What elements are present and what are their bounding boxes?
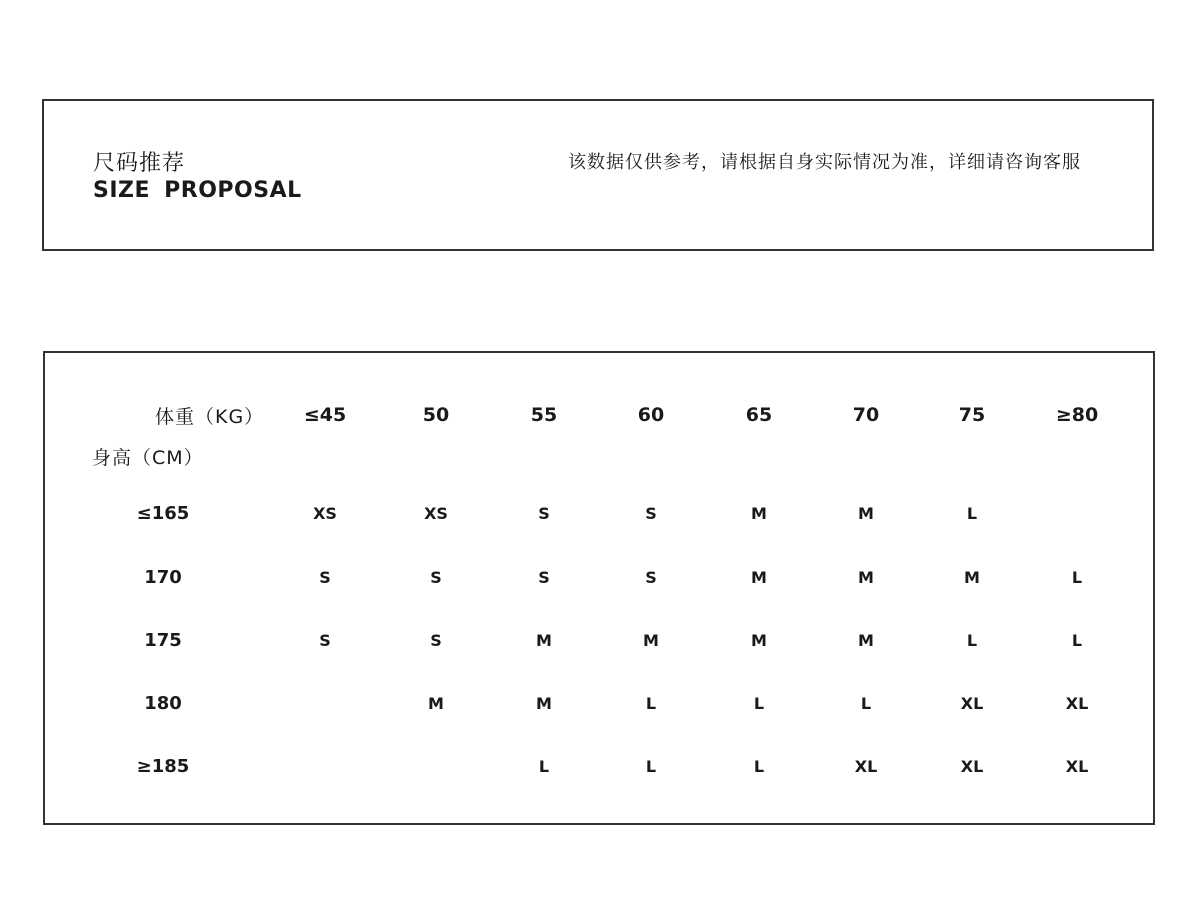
size-cell: S: [538, 504, 550, 523]
size-cell: M: [858, 568, 874, 587]
size-cell: XL: [960, 757, 984, 776]
size-cell: S: [645, 504, 657, 523]
title-english: SIZE PROPOSAL: [93, 178, 302, 203]
size-cell: M: [751, 568, 767, 587]
height-row-label: 180: [144, 693, 182, 714]
height-row-label: 170: [144, 567, 182, 588]
disclaimer-note: 该数据仅供参考，请根据自身实际情况为准，详细请咨询客服: [568, 152, 1081, 173]
size-cell: XL: [960, 694, 984, 713]
height-axis-label: 身高（CM）: [92, 447, 204, 469]
weight-column-header: 75: [958, 404, 986, 426]
weight-column-header: 55: [530, 404, 558, 426]
size-cell: XS: [313, 504, 337, 523]
weight-column-header: 50: [422, 404, 450, 426]
size-cell: S: [430, 631, 442, 650]
size-cell: L: [966, 631, 978, 650]
size-cell: L: [753, 757, 765, 776]
size-cell: M: [428, 694, 444, 713]
size-cell: M: [858, 631, 874, 650]
size-cell: S: [645, 568, 657, 587]
size-cell: L: [1071, 631, 1083, 650]
size-cell: S: [319, 631, 331, 650]
size-cell: XL: [1065, 694, 1089, 713]
size-cell: L: [538, 757, 550, 776]
size-cell: S: [430, 568, 442, 587]
size-cell: S: [319, 568, 331, 587]
weight-column-header: 65: [745, 404, 773, 426]
weight-axis-label: 体重（KG）: [155, 406, 265, 428]
size-cell: M: [751, 631, 767, 650]
size-cell: M: [751, 504, 767, 523]
size-cell: XS: [424, 504, 448, 523]
size-cell: L: [860, 694, 872, 713]
height-row-label: 175: [144, 630, 182, 651]
size-cell: XL: [854, 757, 878, 776]
size-cell: M: [964, 568, 980, 587]
weight-column-header: 60: [637, 404, 665, 426]
size-cell: M: [643, 631, 659, 650]
size-cell: L: [1071, 568, 1083, 587]
weight-column-header: ≥80: [1055, 404, 1099, 426]
size-cell: L: [645, 757, 657, 776]
size-cell: M: [536, 694, 552, 713]
weight-column-header: ≤45: [303, 404, 347, 426]
height-row-label: ≤165: [136, 503, 190, 524]
size-cell: M: [858, 504, 874, 523]
size-cell: L: [645, 694, 657, 713]
size-cell: M: [536, 631, 552, 650]
weight-column-header: 70: [852, 404, 880, 426]
title-chinese: 尺码推荐: [93, 151, 186, 176]
size-cell: L: [753, 694, 765, 713]
height-row-label: ≥185: [136, 756, 190, 777]
size-cell: L: [966, 504, 978, 523]
size-cell: XL: [1065, 757, 1089, 776]
size-cell: S: [538, 568, 550, 587]
